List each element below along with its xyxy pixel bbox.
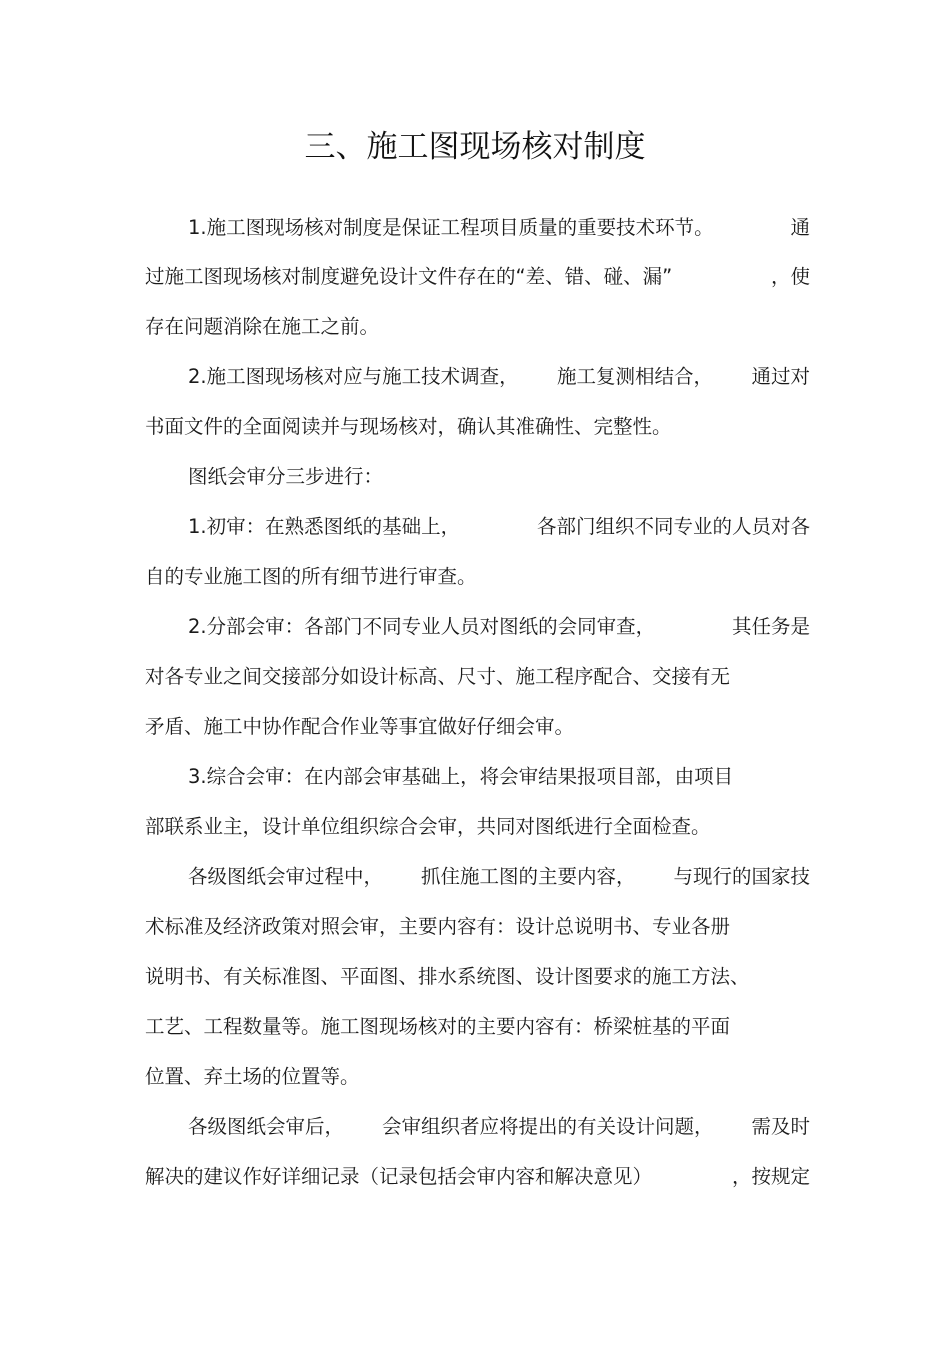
text-segment: 施工复测相结合，: [557, 365, 714, 388]
text-segment: 其任务是: [731, 615, 810, 638]
text-segment: 2.施工图现场核对应与施工技术调查，: [188, 365, 519, 388]
paragraph-line: 部联系业主，设计单位组织综合会审，共同对图纸进行全面检查。: [145, 815, 711, 838]
paragraph-line: [188, 509, 810, 545]
text-segment: 各级图纸会审过程中，: [188, 865, 384, 888]
paragraph-line: [188, 1109, 810, 1145]
paragraph-line: [145, 259, 810, 295]
paragraph-line: [188, 859, 810, 895]
paragraph-line: 3.综合会审：在内部会审基础上，将会审结果报项目部，由项目: [188, 765, 734, 788]
paragraph-line: [145, 1159, 810, 1195]
text-segment: ，按规定: [731, 1165, 810, 1188]
text-segment: 1.施工图现场核对制度是保证工程项目质量的重要技术环节。: [188, 216, 714, 239]
paragraph-line: 书面文件的全面阅读并与现场核对，确认其准确性、完整性。: [145, 415, 672, 438]
text-segment: ，使: [770, 265, 810, 288]
text-segment: 各部门组织不同专业的人员对各: [536, 515, 810, 538]
paragraph-line: [188, 359, 810, 395]
text-segment: 通过对: [751, 365, 810, 388]
text-segment: 会审组织者应将提出的有关设计问题，: [381, 1115, 714, 1138]
text-segment: 1.初审：在熟悉图纸的基础上，: [188, 515, 461, 538]
paragraph-line: 术标准及经济政策对照会审，主要内容有：设计总说明书、专业各册: [145, 915, 731, 938]
paragraph-line: 工艺、工程数量等。施工图现场核对的主要内容有：桥梁桩基的平面: [145, 1015, 731, 1038]
paragraph-line: 位置、弃土场的位置等。: [145, 1065, 360, 1088]
paragraph-line: 自的专业施工图的所有细节进行审查。: [145, 565, 477, 588]
paragraph-line: 图纸会审分三步进行：: [188, 465, 384, 488]
paragraph-line: 对各专业之间交接部分如设计标高、尺寸、施工程序配合、交接有无: [145, 665, 731, 688]
text-segment: 抓住施工图的主要内容，: [420, 865, 636, 888]
page-title: 三、施工图现场核对制度: [304, 129, 646, 165]
text-segment: 通: [790, 216, 810, 239]
text-segment: 需及时: [751, 1115, 810, 1138]
text-segment: 各级图纸会审后，: [188, 1115, 345, 1138]
paragraph-line: 存在问题消除在施工之前。: [145, 315, 380, 338]
paragraph-line: [188, 210, 810, 246]
text-segment: 过施工图现场核对制度避免设计文件存在的“差、错、碰、漏”: [145, 265, 673, 288]
text-segment: 解决的建议作好详细记录（记录包括会审内容和解决意见）: [145, 1165, 653, 1188]
text-segment: 2.分部会审：各部门不同专业人员对图纸的会同审查，: [188, 615, 656, 638]
paragraph-line: [188, 609, 810, 645]
paragraph-line: 说明书、有关标准图、平面图、排水系统图、设计图要求的施工方法、: [145, 965, 750, 988]
paragraph-line: 矛盾、施工中协作配合作业等事宜做好仔细会审。: [145, 715, 575, 738]
text-segment: 与现行的国家技: [673, 865, 810, 888]
